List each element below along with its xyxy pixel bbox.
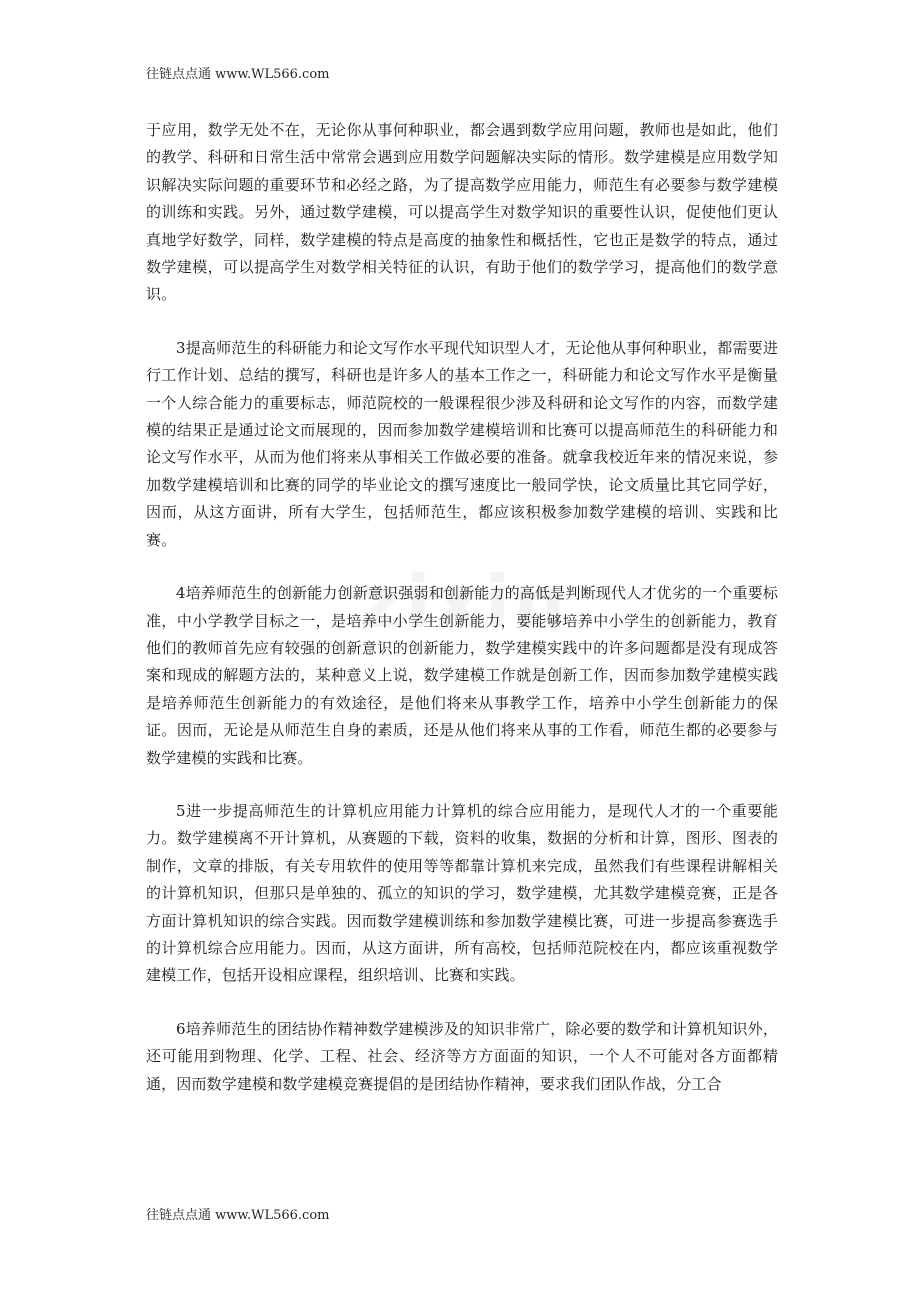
paragraph-4: 5进一步提高师范生的计算机应用能力计算机的综合应用能力，是现代人才的一个重要能力。数学建模离不开计算机，从赛题的下载，资料的收集，数据的分析和计算，图形、图表的制作，文章的排版，有关专用软件的使用等等都靠计算机来完成，虽然我们有些课程讲解相关的计算机知识，但那只是单独的、孤立的知识的学习，数学建模，尤其数学建模竞赛，正是各方面计算机知识的综合实践。因而数学建模训练和参加数学建模比赛，可进一步提高参赛选手的计算机综合应用能力。因而，从这方面讲，所有高校，包括师范院校在内，都应该重视数学建模工作，包括开设相应课程，组织培训、比赛和实践。 [146, 801, 778, 985]
paragraph-5: 6培养师范生的团结协作精神数学建模涉及的知识非常广，除必要的数学和计算机知识外，还可能用到物理、化学、工程、社会、经济等方方面面的知识，一个人不可能对各方面都精通，因而数学建模和数学建模竞赛提倡的是团结协作精神，要求我们团队作战，分工合 [146, 1019, 778, 1093]
page-header: 往链点点通 www.WL566.com [146, 67, 330, 82]
paragraph-1: 于应用，数学无处不在，无论你从事何种职业，都会遇到数学应用问题，教师也是如此，他们的教学、科研和日常生活中常常会遇到应用数学问题解决实际的情形。数学建模是应用数学知识解决实际问题的重要环节和必经之路，为了提高数学应用能力，师范生有必要参与数学建模的训练和实践。另外，通过数学建模，可以提高学生对数学知识的重要性认识，促使他们更认真地学好数学，同样，数学建模的特点是高度的抽象性和概括性，它也正是数学的特点，通过数学建模，可以提高学生对数学相关特征的认识，有助于他们的数学学习，提高他们的数学意识。 [146, 121, 778, 304]
paragraph-3: 4培养师范生的创新能力创新意识强弱和创新能力的高低是判断现代人才优劣的一个重要标准，中小学教学目标之一，是培养中小学生创新能力，要能够培养中小学生的创新能力，教育他们的教师首先应有较强的创新意识的创新能力，数学建模实践中的许多问题都是没有现成答案和现成的解题方法的，某种意义上说，数学建模工作就是创新工作，因而参加数学建模实践是培养师范生创新能力的有效途径，是他们将来从事教学工作，培养中小学生创新能力的保证。因而，无论是从师范生自身的素质，还是从他们将来从事的工作看，师范生都的必要参与数学建模的实践和比赛。 [146, 584, 778, 767]
page-footer: 往链点点通 www.WL566.com [146, 1208, 330, 1223]
document-body [146, 117, 778, 1124]
paragraph-2: 3提高师范生的科研能力和论文写作水平现代知识型人才，无论他从事何种职业，都需要进行工作计划、总结的撰写，科研也是许多人的基本工作之一，科研能力和论文写作水平是衡量一个人综合能力的重要标志，师范院校的一般课程很少涉及科研和论文写作的内容，而数学建模的结果正是通过论文而展现的，因而参加数学建模培训和比赛可以提高师范生的科研能力和论文写作水平，从而为他们将来从事相关工作做必要的准备。就拿我校近年来的情况来说，参加数学建模培训和比赛的同学的毕业论文的撰写速度比一般同学快，论文质量比其它同学好，因而，从这方面讲，所有大学生，包括师范生，都应该积极参加数学建模的培训、实践和比赛。 [146, 338, 778, 549]
